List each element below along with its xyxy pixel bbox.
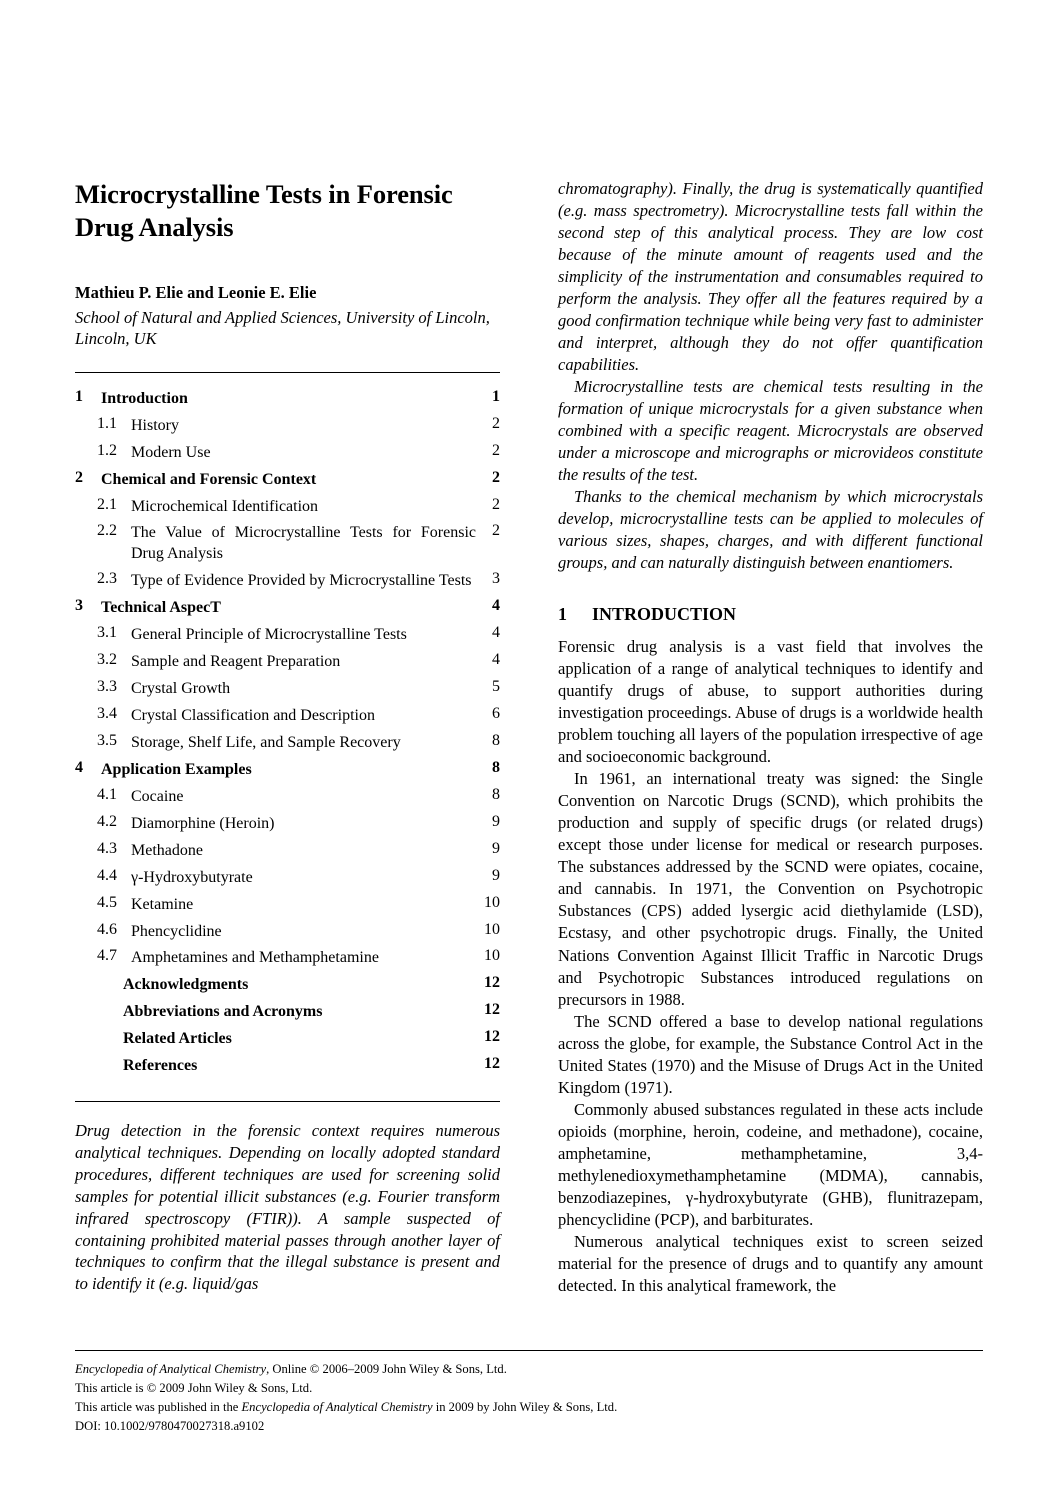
toc-entry[interactable] [75,652,500,672]
toc-entry-page: 8 [492,758,500,776]
toc-entry-label: Modern Use [131,443,211,461]
toc-entry[interactable] [75,497,500,517]
toc-entry-number: 4.2 [97,812,117,830]
toc-entry[interactable] [75,470,500,490]
toc-entry-page: 10 [484,893,500,911]
abstract-continued-paragraph: chromatography). Finally, the drug is systematically quantified (e.g. mass spectrometry). Microcrystalline tests fall within the second step of this analytical process. They are low cost because of the minute amount of reagents used and the simplicity of the instrumentation and consumables required to perform the analysis. They offer all the features required by a good confirmation technique while being very fast to administer and interpret, although they do not offer quantification capabilities. [558,179,983,375]
toc-entry[interactable] [75,787,500,807]
toc-entry[interactable] [75,948,500,968]
toc-entry[interactable] [75,1029,500,1049]
toc-entry[interactable] [75,571,500,591]
toc-entry-page: 4 [492,650,500,668]
toc-entry-page: 4 [492,623,500,641]
toc-entry-number: 4 [75,758,83,776]
toc-entry-page: 10 [484,947,500,965]
toc-entry-label: The Value of Microcrystalline Tests for Forensic Drug Analysis [131,524,476,562]
toc-entry-number: 3 [75,596,83,614]
toc-entry[interactable] [75,679,500,699]
toc-entry[interactable] [75,416,500,436]
toc-entry-page: 2 [492,522,500,540]
toc-entry-page: 5 [492,677,500,695]
toc-entry-label: Acknowledgments [123,976,249,994]
footer-line-copyright [75,1360,983,1379]
toc-entry-label: Cocaine [131,787,184,805]
toc-entry-page: 2 [492,441,500,459]
toc-entry-page: 8 [492,785,500,803]
toc-entry-label: Ketamine [131,895,194,913]
toc-entry-number: 3.3 [97,677,117,695]
two-column-layout [75,178,983,1297]
toc-entry-page: 8 [492,731,500,749]
toc-entry-label: References [123,1057,198,1075]
toc-entry-page: 12 [484,1001,500,1019]
body-paragraph: In 1961, an international treaty was signed: the Single Convention on Narcotic Drugs (SCND), which prohibits the production and supply of specific drugs (or related drugs) except those under license for medical or research purposes. The substances addressed by the SCND were opiates, cocaine, and cannabis. In 1971, the Convention on Psychotropic Substances (CPS) added lysergic acid diethylamide (LSD), Ecstasy, and other psychotropic drugs. Finally, the United Nations Convention Against Illicit Traffic in Narcotic Drugs and Psychotropic Substances introduced regulations on precursors in 1988. [558,769,983,1009]
page-footer [75,1350,983,1437]
toc-entry-page: 10 [484,920,500,938]
author-list: Mathieu P. Elie and Leonie E. Elie [75,282,317,302]
toc-entry-number: 2.2 [97,522,117,540]
toc-entry-label: Crystal Growth [131,679,231,697]
divider-top [75,372,500,373]
abstract-continued-paragraph: Thanks to the chemical mechanism by which microcrystals develop, microcrystalline tests can be applied to molecules of various sizes, shapes, charges, and with different functional groups, and can naturally distinguish between enantiomers. [558,487,983,573]
toc-entry-number: 3.4 [97,704,117,722]
toc-entry-page: 12 [484,974,500,992]
footer-line1-post: , Online © 2006–2009 John Wiley & Sons, Ltd. [266,1362,507,1376]
footer-line-doi: DOI: 10.1002/9780470027318.a9102 [75,1419,265,1434]
toc-entry[interactable] [75,389,500,409]
toc-entry-label: Introduction [101,389,188,407]
table-of-contents [75,389,500,1077]
footer-line-article-copyright: This article is © 2009 John Wiley & Sons, Ltd. [75,1381,313,1396]
toc-entry-label: Technical AspecT [101,598,221,616]
body-paragraph: The SCND offered a base to develop national regulations across the globe, for example, the Substance Control Act in the United States (1970) and the Misuse of Drugs Act in the United Kingdom (1971). [558,1011,983,1097]
toc-entry-number: 4.5 [97,893,117,911]
abstract-text: Drug detection in the forensic context requires numerous analytical techniques. Depending on locally adopted standard procedures, different techniques are used for screening solid samples for potential illicit substances (e.g. Fourier transform infrared spectroscopy (FTIR)). A sample suspected of containing prohibited material passes through another layer of techniques to confirm that the illegal substance is present and to identify it (e.g. liquid/gas [75,1120,500,1294]
toc-entry-page: 9 [492,812,500,830]
toc-entry-number: 3.1 [97,623,117,641]
toc-entry-label: Amphetamines and Methamphetamine [131,949,379,967]
footer-line3-pre: This article was published in the [75,1400,242,1415]
toc-entry-label: Phencyclidine [131,922,222,940]
toc-entry[interactable] [75,841,500,861]
toc-entry-number: 1 [75,387,83,405]
toc-entry[interactable] [75,733,500,753]
toc-entry-label: Diamorphine (Heroin) [131,814,275,832]
abstract-continued-paragraph: Microcrystalline tests are chemical tests resulting in the formation of unique microcrystals for a given substance when combined with a specific reagent. Microcrystals are observed under a microscope and micrographs or microvideos constitute the results of the test. [558,377,983,485]
footer-line3-post: in 2009 by John Wiley & Sons, Ltd. [432,1400,618,1415]
footer-line-publication [75,1398,983,1417]
toc-entry[interactable] [75,1002,500,1022]
toc-entry-number: 3.5 [97,731,117,749]
toc-entry-page: 6 [492,704,500,722]
toc-entry-number: 3.2 [97,650,117,668]
toc-entry-page: 12 [484,1055,500,1073]
toc-entry-page: 4 [492,596,500,614]
affiliation: School of Natural and Applied Sciences, University of Lincoln, Lincoln, UK [75,307,490,349]
toc-entry-label: γ-Hydroxybutyrate [131,868,253,886]
toc-entry-page: 2 [492,468,500,486]
toc-entry-label: Microchemical Identification [131,497,319,515]
section-title: INTRODUCTION [592,604,737,625]
toc-entry-number: 1.2 [97,441,117,459]
toc-entry-number: 2.3 [97,569,117,587]
toc-entry-label: Related Articles [123,1030,232,1048]
toc-entry-label: Sample and Reagent Preparation [131,652,341,670]
toc-entry-label: Application Examples [101,760,252,778]
toc-entry-label: Crystal Classification and Description [131,706,375,724]
toc-entry-page: 12 [484,1028,500,1046]
right-column [558,178,983,1297]
toc-entry-number: 1.1 [97,414,117,432]
toc-entry[interactable] [75,760,500,780]
toc-entry[interactable] [75,598,500,618]
toc-entry[interactable] [75,868,500,888]
toc-entry[interactable] [75,814,500,834]
toc-entry-page: 9 [492,866,500,884]
toc-entry-page: 9 [492,839,500,857]
article-page [75,0,983,1497]
body-paragraph: Numerous analytical techniques exist to screen seized material for the presence of drugs and to quantify any amount detected. In this analytical framework, the [558,1231,983,1295]
toc-entry-page: 2 [492,414,500,432]
toc-entry[interactable] [75,443,500,463]
toc-entry-page: 2 [492,495,500,513]
toc-entry[interactable] [75,706,500,726]
toc-entry-page: 1 [492,387,500,405]
page-title: Microcrystalline Tests in Forensic Drug Analysis [75,179,453,243]
divider-bottom [75,1101,500,1102]
footer-journal-name: Encyclopedia of Analytical Chemistry [75,1362,267,1376]
toc-entry[interactable] [75,975,500,995]
left-column [75,178,500,1297]
toc-entry-number: 4.4 [97,866,117,884]
toc-entry-label: Abbreviations and Acronyms [123,1003,323,1021]
footer-journal-name-2: Encyclopedia of Analytical Chemistry [241,1400,433,1415]
toc-entry-number: 4.3 [97,839,117,857]
body-paragraph: Commonly abused substances regulated in these acts include opioids (morphine, heroin, codeine, and methadone), cocaine, amphetamine, methamphetamine, 3,4-methylenedioxymethamphetamine (MDMA), cannabis, benzodiazepines, γ-hydroxybutyrate (GHB), flunitrazepam, phencyclidine (PCP), and barbiturates. [558,1099,983,1229]
toc-entry-number: 2 [75,468,83,486]
toc-entry[interactable] [75,625,500,645]
toc-entry-number: 4.7 [97,947,117,965]
section-number: 1 [558,604,567,625]
toc-entry-number: 4.1 [97,785,117,803]
toc-entry-page: 3 [492,569,500,587]
toc-entry[interactable] [75,1056,500,1076]
toc-entry[interactable] [75,922,500,942]
toc-entry-label: Storage, Shelf Life, and Sample Recovery [131,733,401,751]
section-heading-introduction [558,604,983,625]
toc-entry-number: 2.1 [97,495,117,513]
toc-entry-label: General Principle of Microcrystalline Tests [131,625,407,643]
toc-entry[interactable] [75,523,500,564]
footer-divider [75,1350,983,1351]
body-paragraph: Forensic drug analysis is a vast field that involves the application of a range of analytical techniques to identify and quantify drugs of abuse, to support authorities during investigation proceedings. Abuse of drugs is a worldwide health problem touching all layers of the population irrespective of age and socioeconomic background. [558,637,983,767]
toc-entry-label: History [131,416,179,434]
toc-entry-label: Chemical and Forensic Context [101,470,317,488]
toc-entry-number: 4.6 [97,920,117,938]
toc-entry[interactable] [75,895,500,915]
toc-entry-label: Type of Evidence Provided by Microcrystalline Tests [131,571,472,589]
toc-entry-label: Methadone [131,841,203,859]
